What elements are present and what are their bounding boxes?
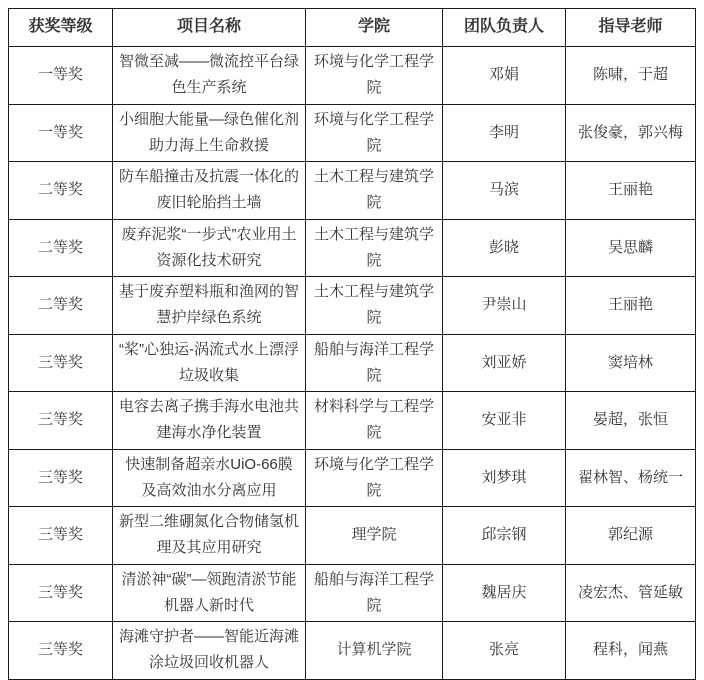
table-row bbox=[9, 392, 696, 450]
table-row bbox=[9, 219, 696, 277]
award-level-cell: 一等奖 bbox=[9, 47, 113, 105]
advisor-cell: 程科，闻燕 bbox=[566, 622, 696, 680]
col-header-project-name: 项目名称 bbox=[113, 9, 306, 47]
table-row bbox=[9, 104, 696, 162]
advisor-cell: 吴思麟 bbox=[566, 219, 696, 277]
project-name-cell: 废弃泥浆“一步式”农业用土资源化技术研究 bbox=[113, 219, 306, 277]
college-cell: 环境与化学工程学院 bbox=[306, 104, 443, 162]
team-leader-cell: 马滨 bbox=[443, 162, 566, 220]
table-row bbox=[9, 277, 696, 335]
header-row bbox=[9, 9, 696, 47]
table-row bbox=[9, 449, 696, 507]
award-level-cell: 三等奖 bbox=[9, 392, 113, 450]
team-leader-cell: 李明 bbox=[443, 104, 566, 162]
col-header-college: 学院 bbox=[306, 9, 443, 47]
project-name-cell: 智微至减——微流控平台绿色生产系统 bbox=[113, 47, 306, 105]
team-leader-cell: 安亚非 bbox=[443, 392, 566, 450]
advisor-cell: 凌宏杰、管延敏 bbox=[566, 564, 696, 622]
table-row bbox=[9, 162, 696, 220]
college-cell: 计算机学院 bbox=[306, 622, 443, 680]
award-level-cell: 二等奖 bbox=[9, 162, 113, 220]
team-leader-cell: 邓娟 bbox=[443, 47, 566, 105]
team-leader-cell: 尹崇山 bbox=[443, 277, 566, 335]
table-row bbox=[9, 334, 696, 392]
project-name-cell: 基于废弃塑料瓶和渔网的智慧护岸绿色系统 bbox=[113, 277, 306, 335]
project-name-cell: “桨”心独运-涡流式水上漂浮垃圾收集 bbox=[113, 334, 306, 392]
col-header-team-leader: 团队负责人 bbox=[443, 9, 566, 47]
team-leader-cell: 张亮 bbox=[443, 622, 566, 680]
table-row bbox=[9, 622, 696, 680]
award-level-cell: 二等奖 bbox=[9, 219, 113, 277]
award-level-cell: 三等奖 bbox=[9, 622, 113, 680]
table-row bbox=[9, 564, 696, 622]
team-leader-cell: 彭晓 bbox=[443, 219, 566, 277]
award-level-cell: 三等奖 bbox=[9, 334, 113, 392]
award-results-table bbox=[8, 8, 696, 680]
team-leader-cell: 魏居庆 bbox=[443, 564, 566, 622]
award-level-cell: 一等奖 bbox=[9, 104, 113, 162]
award-level-cell: 二等奖 bbox=[9, 277, 113, 335]
project-name-cell: 清淤神“碳”—领跑清淤节能机器人新时代 bbox=[113, 564, 306, 622]
project-name-cell: 防车船撞击及抗震一体化的废旧轮胎挡土墙 bbox=[113, 162, 306, 220]
college-cell: 环境与化学工程学院 bbox=[306, 47, 443, 105]
team-leader-cell: 刘梦琪 bbox=[443, 449, 566, 507]
project-name-cell: 电容去离子携手海水电池共建海水净化装置 bbox=[113, 392, 306, 450]
college-cell: 环境与化学工程学院 bbox=[306, 449, 443, 507]
team-leader-cell: 刘亚娇 bbox=[443, 334, 566, 392]
project-name-cell: 小细胞大能量—绿色催化剂助力海上生命救援 bbox=[113, 104, 306, 162]
project-name-cell: 新型二维硼氮化合物储氢机理及其应用研究 bbox=[113, 507, 306, 565]
advisor-cell: 郭纪源 bbox=[566, 507, 696, 565]
project-name-cell: 快速制备超亲水UiO-66膜及高效油水分离应用 bbox=[113, 449, 306, 507]
college-cell: 材料科学与工程学院 bbox=[306, 392, 443, 450]
col-header-award-level: 获奖等级 bbox=[9, 9, 113, 47]
college-cell: 土木工程与建筑学院 bbox=[306, 162, 443, 220]
college-cell: 船舶与海洋工程学院 bbox=[306, 564, 443, 622]
college-cell: 理学院 bbox=[306, 507, 443, 565]
advisor-cell: 王丽艳 bbox=[566, 277, 696, 335]
table-row bbox=[9, 507, 696, 565]
col-header-advisor: 指导老师 bbox=[566, 9, 696, 47]
award-level-cell: 三等奖 bbox=[9, 507, 113, 565]
award-level-cell: 三等奖 bbox=[9, 564, 113, 622]
advisor-cell: 翟林智、杨统一 bbox=[566, 449, 696, 507]
advisor-cell: 王丽艳 bbox=[566, 162, 696, 220]
project-name-cell: 海滩守护者——智能近海滩涂垃圾回收机器人 bbox=[113, 622, 306, 680]
award-level-cell: 三等奖 bbox=[9, 449, 113, 507]
team-leader-cell: 邱宗钢 bbox=[443, 507, 566, 565]
college-cell: 土木工程与建筑学院 bbox=[306, 277, 443, 335]
table-row bbox=[9, 47, 696, 105]
advisor-cell: 张俊豪，郭兴梅 bbox=[566, 104, 696, 162]
college-cell: 船舶与海洋工程学院 bbox=[306, 334, 443, 392]
advisor-cell: 陈啸，于超 bbox=[566, 47, 696, 105]
advisor-cell: 窦培林 bbox=[566, 334, 696, 392]
advisor-cell: 晏超，张恒 bbox=[566, 392, 696, 450]
college-cell: 土木工程与建筑学院 bbox=[306, 219, 443, 277]
